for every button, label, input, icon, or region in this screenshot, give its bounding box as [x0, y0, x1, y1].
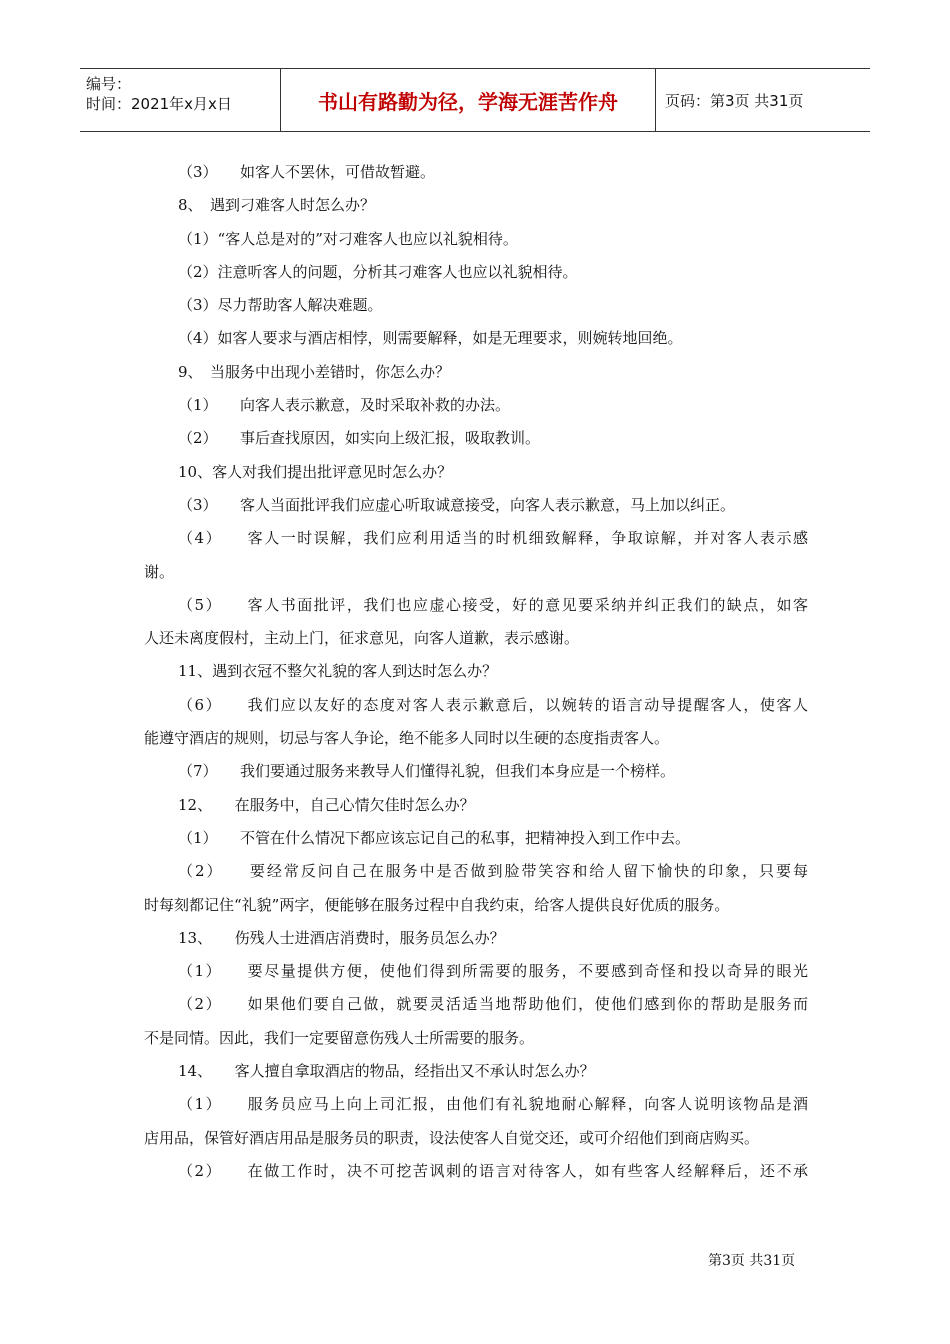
question-heading: 9、 当服务中出现小差错时，你怎么办？ — [178, 362, 451, 381]
text-line: （3） 如客人不罢休，可借故暂避。 — [178, 163, 436, 181]
page-header — [80, 68, 870, 132]
text-line: 时每刻都记住“礼貌”两字，便能够在服务过程中自我约束，给客人提供良好优质的服务。 — [144, 895, 730, 914]
question-heading: 12、 在服务中，自己心情欠佳时怎么办？ — [178, 795, 475, 814]
text-line: 人还未离度假村，主动上门，征求意见，向客人道歉，表示感谢。 — [144, 629, 580, 648]
text-line: （1） 向客人表示歉意，及时采取补救的办法。 — [178, 396, 511, 415]
text-line: 谢。 — [144, 562, 175, 581]
text-line: 能遵守酒店的规则，切忌与客人争论，绝不能多人同时以生硬的态度指责客人。 — [144, 729, 670, 748]
text-line: （3）尽力帮助客人解决难题。 — [178, 296, 383, 315]
motto-text: 书山有路勤为径，学海无涯苦作舟 — [318, 89, 618, 114]
document-date-label: 时间：2021年x月x日 — [86, 95, 232, 113]
text-line: 不是同情。因此，我们一定要留意伤残人士所需要的服务。 — [144, 1028, 535, 1047]
text-line: （1）“客人总是对的”对刁难客人也应以礼貌相待。 — [178, 229, 518, 248]
text-line: （2） 如果他们要自己做，就要灵活适当地帮助他们，使他们感到你的帮助是服务而 — [178, 995, 808, 1014]
question-heading: 11、遇到衣冠不整欠礼貌的客人到达时怎么办？ — [178, 662, 498, 681]
text-line: （1） 不管在什么情况下都应该忘记自己的私事，把精神投入到工作中去。 — [178, 828, 691, 847]
text-line: （3） 客人当面批评我们应虚心听取诚意接受，向客人表示歉意，马上加以纠正。 — [178, 495, 736, 514]
question-heading: 10、客人对我们提出批评意见时怎么办？ — [178, 462, 453, 481]
question-heading: 8、 遇到刁难客人时怎么办？ — [178, 196, 376, 215]
header-motto-cell — [280, 69, 656, 131]
text-line: （1） 要尽量提供方便，使他们得到所需要的服务，不要感到奇怪和投以奇异的眼光 — [178, 962, 808, 981]
text-line: （2） 要经常反问自己在服务中是否做到脸带笑容和给人留下愉快的印象，只要每 — [178, 862, 808, 881]
document-number-label: 编号： — [86, 75, 132, 93]
text-line: （2） 在做工作时，决不可挖苦讽刺的语言对待客人，如有些客人经解释后，还不承 — [178, 1161, 808, 1180]
text-line: （1） 服务员应马上向上司汇报，由他们有礼貌地耐心解释，向客人说明该物品是酒 — [178, 1095, 808, 1114]
header-meta — [80, 69, 280, 131]
text-line: （4）如客人要求与酒店相悖，则需要解释，如是无理要求，则婉转地回绝。 — [178, 329, 683, 348]
header-page-cell — [655, 69, 870, 131]
question-heading: 14、 客人擅自拿取酒店的物品，经指出又不承认时怎么办？ — [178, 1062, 595, 1081]
question-heading: 13、 伤残人士进酒店消费时，服务员怎么办？ — [178, 928, 505, 947]
text-line: （4） 客人一时误解，我们应利用适当的时机细致解释，争取谅解，并对客人表示感 — [178, 529, 808, 548]
document-body — [144, 156, 808, 1188]
text-line: （2）注意听客人的问题，分析其刁难客人也应以礼貌相待。 — [178, 262, 578, 281]
text-line: （2） 事后查找原因，如实向上级汇报，吸取教训。 — [178, 429, 541, 448]
text-line: 店用品，保管好酒店用品是服务员的职责，设法使客人自觉交还，或可介绍他们到商店购买。 — [144, 1128, 760, 1147]
text-line: （6） 我们应以友好的态度对客人表示歉意后，以婉转的语言动导提醒客人，使客人 — [178, 695, 808, 714]
header-page-info: 页码：第3页 共31页 — [665, 91, 804, 110]
text-line: （7） 我们要通过服务来教导人们懂得礼貌，但我们本身应是一个榜样。 — [178, 762, 676, 781]
page-footer: 第3页 共31页 — [708, 1253, 796, 1269]
text-line: （5） 客人书面批评，我们也应虚心接受，好的意见要采纳并纠正我们的缺点，如客 — [178, 595, 808, 614]
